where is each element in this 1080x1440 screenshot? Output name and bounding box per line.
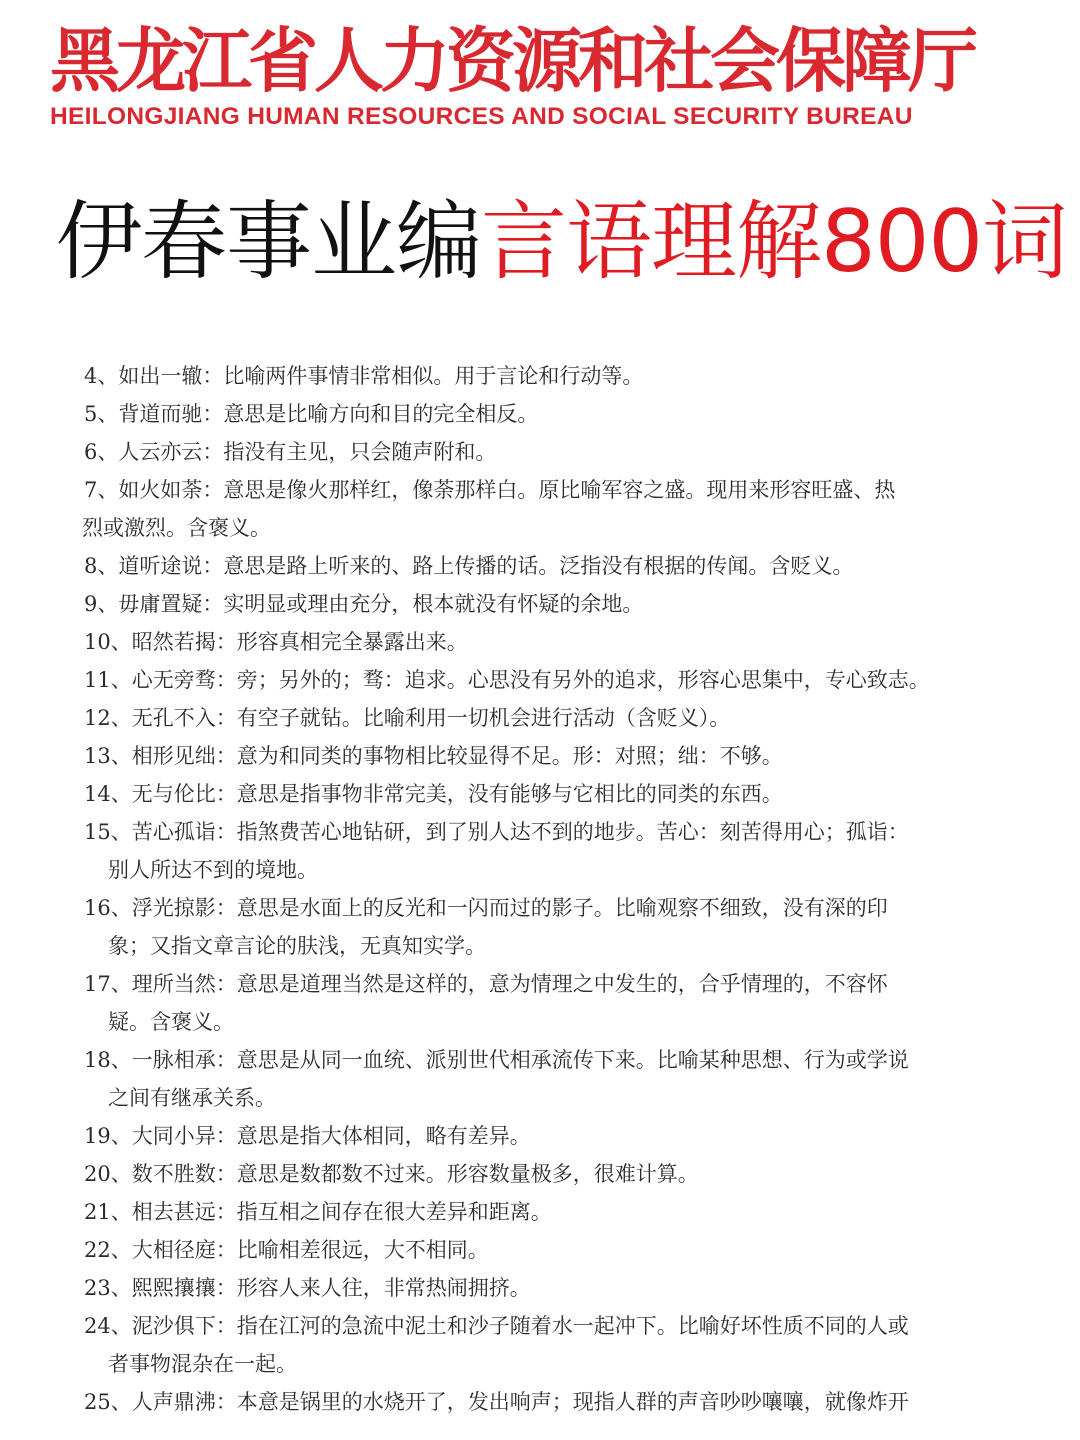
list-item xyxy=(84,433,984,471)
list-item xyxy=(84,1041,984,1117)
list-item xyxy=(84,1231,984,1269)
entry-text: 大同小异：意思是指大体相同，略有差异。 xyxy=(131,1124,531,1148)
list-item xyxy=(84,1155,984,1193)
entry-number: 4、 xyxy=(84,364,119,388)
entry-text: 数不胜数：意思是数都数不过来。形容数量极多，很难计算。 xyxy=(131,1162,699,1186)
entry-number: 5、 xyxy=(84,402,119,426)
org-name-en: HEILONGJIANG HUMAN RESOURCES AND SOCIAL SECURITY BUREAU xyxy=(50,103,913,130)
list-item xyxy=(84,1269,984,1307)
entry-text: 毋庸置疑：实明显或理由充分，根本就没有怀疑的余地。 xyxy=(118,592,644,616)
list-item xyxy=(84,737,984,775)
entry-number: 9、 xyxy=(84,592,119,616)
list-item xyxy=(84,661,984,699)
entry-text-continued: 象；又指文章言论的肤浅，无真知实学。 xyxy=(108,934,486,958)
entry-number: 11、 xyxy=(84,668,132,692)
list-item xyxy=(84,547,984,585)
list-item xyxy=(84,585,984,623)
entry-text: 昭然若揭：形容真相完全暴露出来。 xyxy=(131,630,468,654)
list-item xyxy=(84,889,984,965)
entry-text: 心无旁骛：旁；另外的；骛：追求。心思没有另外的追求，形容心思集中，专心致志。 xyxy=(131,668,930,692)
entry-text: 一脉相承：意思是从同一血统、派别世代相承流传下来。比喻某种思想、行为或学说 xyxy=(131,1048,909,1072)
list-item xyxy=(84,395,984,433)
header-logo xyxy=(50,20,974,132)
title-red-part: 言语理解800词 xyxy=(481,192,1068,292)
entry-text: 人声鼎沸：本意是锅里的水烧开了，发出响声；现指人群的声音吵吵嚷嚷，就像炸开 xyxy=(131,1390,909,1414)
entry-text: 苦心孤诣：指煞费苦心地钻研，到了别人达不到的地步。苦心：刻苦得用心；孤诣： xyxy=(131,820,909,844)
entry-text: 如出一辙：比喻两件事情非常相似。用于言论和行动等。 xyxy=(118,364,644,388)
entry-text: 浮光掠影：意思是水面上的反光和一闪而过的影子。比喻观察不细致，没有深的印 xyxy=(131,896,888,920)
entry-number: 20、 xyxy=(84,1162,132,1186)
entry-text: 无与伦比：意思是指事物非常完美，没有能够与它相比的同类的东西。 xyxy=(131,782,783,806)
entry-number: 17、 xyxy=(84,972,132,996)
entry-text-continued: 别人所达不到的境地。 xyxy=(108,858,318,882)
entry-text: 相去甚远：指互相之间存在很大差异和距离。 xyxy=(131,1200,552,1224)
entry-text-continued: 烈或激烈。含褒义。 xyxy=(82,516,271,540)
entry-number: 6、 xyxy=(84,440,119,464)
entry-text: 熙熙攘攘：形容人来人往，非常热闹拥挤。 xyxy=(131,1276,531,1300)
list-item xyxy=(84,699,984,737)
entry-number: 8、 xyxy=(84,554,119,578)
entry-number: 10、 xyxy=(84,630,132,654)
entry-text: 人云亦云：指没有主见，只会随声附和。 xyxy=(118,440,497,464)
entry-number: 7、 xyxy=(84,478,119,502)
entry-number: 19、 xyxy=(84,1124,132,1148)
entry-text: 无孔不入：有空子就钻。比喻利用一切机会进行活动（含贬义）。 xyxy=(131,706,731,730)
entry-text-continued: 疑。含褒义。 xyxy=(108,1010,234,1034)
list-item xyxy=(84,813,984,889)
entry-number: 13、 xyxy=(84,744,132,768)
org-name-cn: 黑龙江省人力资源和社会保障厅 xyxy=(50,20,974,102)
entry-text: 大相径庭：比喻相差很远，大不相同。 xyxy=(131,1238,489,1262)
list-item xyxy=(84,775,984,813)
entry-number: 14、 xyxy=(84,782,132,806)
entry-number: 18、 xyxy=(84,1048,132,1072)
entry-text: 道听途说：意思是路上听来的、路上传播的话。泛指没有根据的传闻。含贬义。 xyxy=(118,554,854,578)
page-title xyxy=(56,192,1067,292)
entry-number: 23、 xyxy=(84,1276,132,1300)
list-item xyxy=(84,1117,984,1155)
entry-text: 泥沙俱下：指在江河的急流中泥土和沙子随着水一起冲下。比喻好坏性质不同的人或 xyxy=(131,1314,909,1338)
list-item xyxy=(84,471,984,547)
list-item xyxy=(84,623,984,661)
list-item xyxy=(84,1307,984,1383)
entry-number: 25、 xyxy=(84,1390,132,1414)
entry-text-continued: 者事物混杂在一起。 xyxy=(108,1352,297,1376)
entry-text: 相形见绌：意为和同类的事物相比较显得不足。形：对照；绌：不够。 xyxy=(131,744,783,768)
entry-number: 24、 xyxy=(84,1314,132,1338)
list-item xyxy=(84,357,984,395)
entry-text-continued: 之间有继承关系。 xyxy=(108,1086,276,1110)
entry-number: 16、 xyxy=(84,896,132,920)
entry-number: 21、 xyxy=(84,1200,132,1224)
idiom-list xyxy=(84,357,984,1421)
entry-number: 22、 xyxy=(84,1238,132,1262)
entry-text: 背道而驰：意思是比喻方向和目的完全相反。 xyxy=(118,402,539,426)
list-item xyxy=(84,1193,984,1231)
entry-number: 12、 xyxy=(84,706,132,730)
entry-text: 理所当然：意思是道理当然是这样的，意为情理之中发生的，合乎情理的，不容怀 xyxy=(131,972,888,996)
entry-number: 15、 xyxy=(84,820,132,844)
title-black-part: 伊春事业编 xyxy=(56,192,481,292)
list-item xyxy=(84,965,984,1041)
list-item xyxy=(84,1383,984,1421)
entry-text: 如火如荼：意思是像火那样红，像荼那样白。原比喻军容之盛。现用来形容旺盛、热 xyxy=(118,478,896,502)
